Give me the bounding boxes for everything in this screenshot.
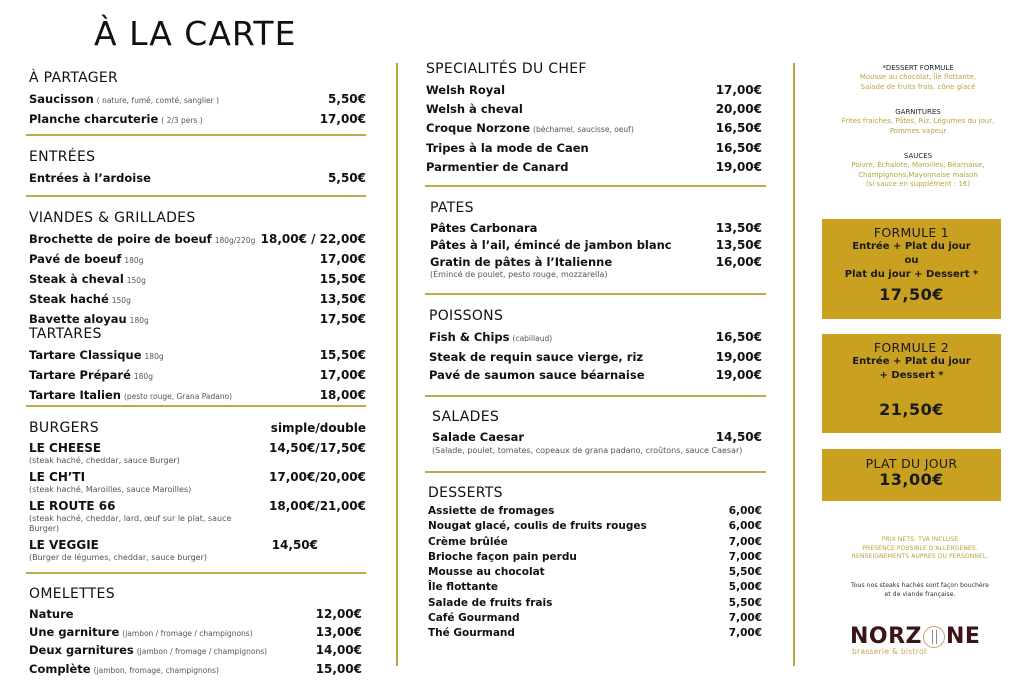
info-text: Frites fraiches, Pâtes, Riz, Légumes du jour, (841, 117, 995, 125)
item-name: Deux garnitures (29, 643, 134, 657)
menu-item (29, 230, 366, 250)
menu-item (29, 366, 366, 386)
item-name: Steak à cheval (29, 272, 124, 286)
menu-item (29, 386, 366, 406)
item-name: Nougat glacé, coulis de fruits rouges (428, 520, 647, 533)
menu-item (429, 328, 762, 348)
menu-item (29, 624, 362, 642)
item-desc: (steak haché, cheddar, lard, œuf sur le plat, sauce Burger) (29, 514, 232, 533)
item-name: Saucisson (29, 92, 94, 106)
item-price: 12,00€ (315, 607, 362, 621)
item-note: (pesto rouge, Grana Padano) (123, 392, 233, 401)
section-a-partager (29, 69, 366, 130)
menu-item (432, 429, 762, 446)
item-name: Pâtes à l’ail, émincé de jambon blanc (430, 238, 672, 252)
info-text: Mousse au chocolat, île flottante, (859, 73, 977, 81)
steak-note-line: Tous nos steaks hachés sont façon bouchère (851, 582, 989, 589)
box-title: FORMULE 1 (873, 225, 950, 240)
item-name: Pâtes Carbonara (430, 221, 538, 235)
section-divider (425, 185, 766, 187)
section-title: SPECIALITÉS DU CHEF (426, 61, 587, 77)
menu-item (29, 606, 362, 624)
item-price: 7,00€ (728, 627, 762, 640)
burger-item (29, 498, 366, 534)
item-price: 14,00€ (315, 643, 362, 657)
formule-1-box (822, 219, 1001, 319)
burger-item (29, 469, 366, 495)
item-desc: (Salade, poulet, tomates, copeaux de grana padano, croûtons, sauce Caesar) (432, 446, 743, 455)
item-name: Brochette de poire de boeuf (29, 232, 212, 246)
menu-item (428, 535, 762, 550)
item-price: 15,50€ (319, 272, 366, 286)
item-price: 18,00€ / 22,00€ (260, 232, 366, 246)
item-name: Une garniture (29, 625, 120, 639)
item-price: 18,00€/21,00€ (269, 499, 366, 513)
item-name: LE VEGGIE (29, 538, 99, 552)
item-price: 18,00€ (319, 388, 366, 402)
item-name: LE CHEESE (29, 441, 102, 455)
box-line: Entrée + Plat du jour (852, 241, 971, 252)
item-name: Steak de requin sauce vierge, riz (429, 350, 644, 364)
menu-item (29, 660, 362, 680)
item-note: 150g (126, 276, 146, 285)
item-name: Planche charcuterie (29, 112, 159, 126)
item-note: (jambon / fromage / champignons) (136, 647, 268, 656)
menu-item (426, 139, 762, 158)
steak-note-line: et de viande française. (884, 590, 956, 598)
logo-subtitle: brasserie & bistrot (852, 647, 928, 656)
menu-item (429, 348, 762, 366)
item-note: 180g/220g (214, 236, 256, 245)
menu-item (29, 290, 366, 310)
legal-line: PRIX NETS. TVA INCLUSE (881, 536, 959, 543)
item-desc: (steak haché, Maroilles, sauce Maroilles) (29, 485, 192, 494)
menu-item (428, 550, 762, 565)
item-note: (cabillaud) (512, 334, 553, 343)
section-poissons (429, 307, 762, 384)
garnitures-info (828, 107, 1008, 136)
logo-text-right: NE (946, 624, 981, 649)
item-name: Pavé de boeuf (29, 252, 122, 266)
sauces-info (828, 151, 1008, 190)
info-text: Salade de fruits frais, cône glacé (860, 82, 976, 91)
item-name: Brioche façon pain perdu (428, 550, 577, 563)
item-note: ( 2/3 pers ) (161, 116, 203, 125)
item-name: Tripes à la mode de Caen (426, 141, 589, 155)
item-price: 19,00€ (715, 160, 762, 174)
item-name: Île flottante (428, 581, 499, 594)
box-title: PLAT DU JOUR (865, 456, 958, 471)
column-divider-left (396, 63, 398, 666)
item-price: 17,00€ (319, 252, 366, 266)
item-desc: (Émincé de poulet, pesto rouge, mozzarella) (430, 270, 608, 279)
item-name: Parmentier de Canard (426, 160, 569, 174)
menu-item (428, 626, 762, 641)
box-price: 21,50€ (879, 400, 944, 419)
menu-item (428, 565, 762, 580)
item-price: 5,50€ (328, 171, 366, 185)
item-price: 17,00€/20,00€ (269, 470, 366, 484)
section-divider (26, 572, 366, 574)
item-price: 20,00€ (715, 102, 762, 116)
legal-notice (830, 536, 1010, 562)
section-specialites (426, 60, 762, 177)
item-price: 15,00€ (315, 662, 362, 676)
item-price: 15,50€ (319, 348, 366, 362)
box-line: ou (904, 255, 919, 266)
item-name: Bavette aloyau (29, 312, 127, 326)
item-note: 180g (129, 316, 149, 325)
column-divider-right (793, 63, 795, 666)
section-title: PATES (430, 200, 474, 216)
menu-item (426, 158, 762, 177)
menu-item (29, 90, 366, 110)
item-name: Assiette de fromages (428, 505, 555, 517)
section-title: OMELETTES (29, 586, 115, 602)
section-desserts (428, 484, 762, 642)
info-text: Champignons,Mayonnaise maison (858, 170, 978, 179)
item-price: 14,50€/17,50€ (269, 441, 366, 455)
section-burgers (29, 419, 366, 565)
item-name: Tartare Préparé (29, 368, 131, 382)
item-name: Fish & Chips (429, 330, 510, 344)
menu-item (428, 611, 762, 626)
item-name: Entrées à l’ardoise (29, 171, 151, 185)
menu-item (428, 504, 762, 519)
norzone-logo (850, 625, 990, 661)
item-name: Tartare Italien (29, 388, 121, 402)
box-line: + Dessert * (879, 370, 944, 381)
item-price: 13,50€ (319, 292, 366, 306)
box-price: 17,50€ (879, 285, 944, 304)
item-price: 16,50€ (715, 141, 762, 155)
logo-text-left: NORZ (850, 624, 923, 649)
box-line: Entrée + Plat du jour (852, 356, 971, 367)
menu-item (428, 580, 762, 595)
box-line: Plat du jour + Dessert * (844, 269, 979, 280)
item-name: Salade Caesar (432, 430, 525, 444)
item-name: Welsh à cheval (426, 102, 523, 116)
menu-item (428, 519, 762, 534)
cutlery-icon (923, 626, 945, 648)
item-name: Crème brûlée (428, 535, 508, 548)
menu-item (429, 366, 762, 384)
item-price: 13,50€ (715, 221, 762, 235)
item-price: 13,50€ (715, 238, 762, 252)
menu-item (428, 596, 762, 611)
item-note: 180g (124, 256, 144, 265)
item-name: Mousse au chocolat (428, 566, 545, 579)
plat-du-jour-box (822, 449, 1001, 501)
item-price: 14,50€ (271, 538, 318, 552)
burgers-header (29, 419, 366, 438)
section-title: DESSERTS (428, 485, 503, 501)
item-price: 17,50€ (319, 312, 366, 326)
section-tartares (29, 325, 366, 406)
section-title: BURGERS (29, 420, 99, 436)
section-viandes (29, 209, 366, 330)
item-price: 16,00€ (715, 255, 762, 269)
menu-item (426, 100, 762, 119)
legal-line: PRESENCE POSSIBLE D'ALLERGENES. (862, 544, 978, 552)
item-name: Welsh Royal (426, 83, 506, 97)
item-desc: (steak haché, cheddar, sauce Burger) (29, 456, 180, 465)
item-name: Complète (29, 662, 91, 676)
menu-item (29, 169, 366, 188)
item-name: Croque Norzone (426, 121, 531, 135)
formule-2-box (822, 334, 1001, 433)
burger-item (29, 440, 366, 466)
menu-item (426, 119, 762, 139)
item-name: Pavé de saumon sauce béarnaise (429, 368, 645, 382)
info-text: Pommes vapeur (889, 126, 947, 135)
section-title: SALADES (432, 409, 500, 425)
item-name: Salade de fruits frais (428, 596, 553, 609)
item-price: 19,00€ (715, 368, 762, 382)
item-price: 5,00€ (728, 581, 762, 594)
item-price: 5,50€ (728, 566, 762, 579)
item-note: (jambon, fromage, champignons) (93, 666, 219, 675)
menu-item (426, 81, 762, 100)
item-note: 180g (133, 372, 153, 381)
item-note: 180g (144, 352, 164, 361)
item-note: (béchamel, saucisse, oeuf) (533, 125, 634, 134)
section-title: POISSONS (429, 308, 504, 324)
item-price: 6,00€ (728, 505, 762, 517)
logo-wordmark (850, 625, 990, 649)
section-entrees (29, 148, 366, 188)
item-price: 16,50€ (715, 121, 762, 135)
section-divider (425, 471, 766, 473)
item-note: 150g (111, 296, 131, 305)
item-price: 16,50€ (715, 330, 762, 344)
section-title: TARTARES (29, 326, 102, 342)
page-title: À LA CARTE (94, 14, 297, 53)
section-divider (26, 195, 366, 197)
item-price: 7,00€ (728, 535, 762, 548)
section-pates (430, 199, 762, 282)
item-name: LE ROUTE 66 (29, 499, 116, 513)
item-name: Gratin de pâtes à l’Italienne (430, 255, 613, 269)
legal-line: RENSEIGNEMENTS AUPRES DU PERSONNEL. (851, 553, 989, 560)
item-name: Thé Gourmand (428, 627, 515, 640)
info-title: SAUCES (903, 152, 933, 160)
box-price: 13,00€ (879, 470, 944, 489)
info-title: *DESSERT FORMULE (882, 64, 954, 72)
item-price: 17,00€ (319, 368, 366, 382)
section-divider (425, 293, 766, 295)
item-note: ( nature, fumé, comté, sanglier ) (96, 96, 220, 105)
burger-item (29, 537, 366, 563)
section-divider (425, 395, 766, 397)
item-name: LE CH’TI (29, 470, 86, 484)
item-price: 7,00€ (728, 612, 762, 625)
item-name: Steak haché (29, 292, 109, 306)
item-price: 17,00€ (715, 83, 762, 97)
item-desc: (Burger de légumes, cheddar, sauce burger) (29, 553, 207, 562)
dessert-formule-info (828, 63, 1008, 92)
item-note: (jambon / fromage / champignons) (122, 629, 253, 638)
item-price: 19,00€ (715, 350, 762, 364)
price-header: simple/double (270, 421, 366, 435)
menu-item (430, 237, 762, 254)
item-price: 7,00€ (728, 550, 762, 563)
info-title: GARNITURES (895, 108, 941, 116)
box-title: FORMULE 2 (873, 340, 950, 355)
section-salades (432, 408, 762, 458)
section-title: VIANDES & GRILLADES (29, 210, 196, 226)
menu-item (29, 346, 366, 366)
item-price: 17,00€ (319, 112, 366, 126)
section-divider (26, 405, 366, 407)
item-price: 6,00€ (728, 520, 762, 533)
menu-item (29, 642, 362, 660)
menu-item (29, 270, 366, 290)
info-text: Poivre, Échalote, Maroilles, Béarnaise, (851, 161, 985, 169)
item-price: 5,50€ (328, 92, 366, 106)
section-title: ENTRÉES (29, 149, 96, 165)
section-title: À PARTAGER (29, 70, 119, 86)
menu-item (29, 250, 366, 270)
item-name: Nature (29, 607, 74, 621)
item-name: Tartare Classique (29, 348, 142, 362)
item-name: Café Gourmand (428, 612, 520, 625)
steak-note (830, 582, 1010, 599)
menu-item (29, 110, 366, 130)
section-omelettes (29, 585, 362, 680)
menu-item (430, 254, 762, 271)
section-divider (26, 134, 366, 136)
item-price: 14,50€ (715, 430, 762, 444)
item-price: 13,00€ (315, 625, 362, 639)
info-text: (si sauce en supplément : 1€) (865, 180, 971, 188)
item-price: 5,50€ (728, 596, 762, 609)
menu-item (430, 220, 762, 237)
